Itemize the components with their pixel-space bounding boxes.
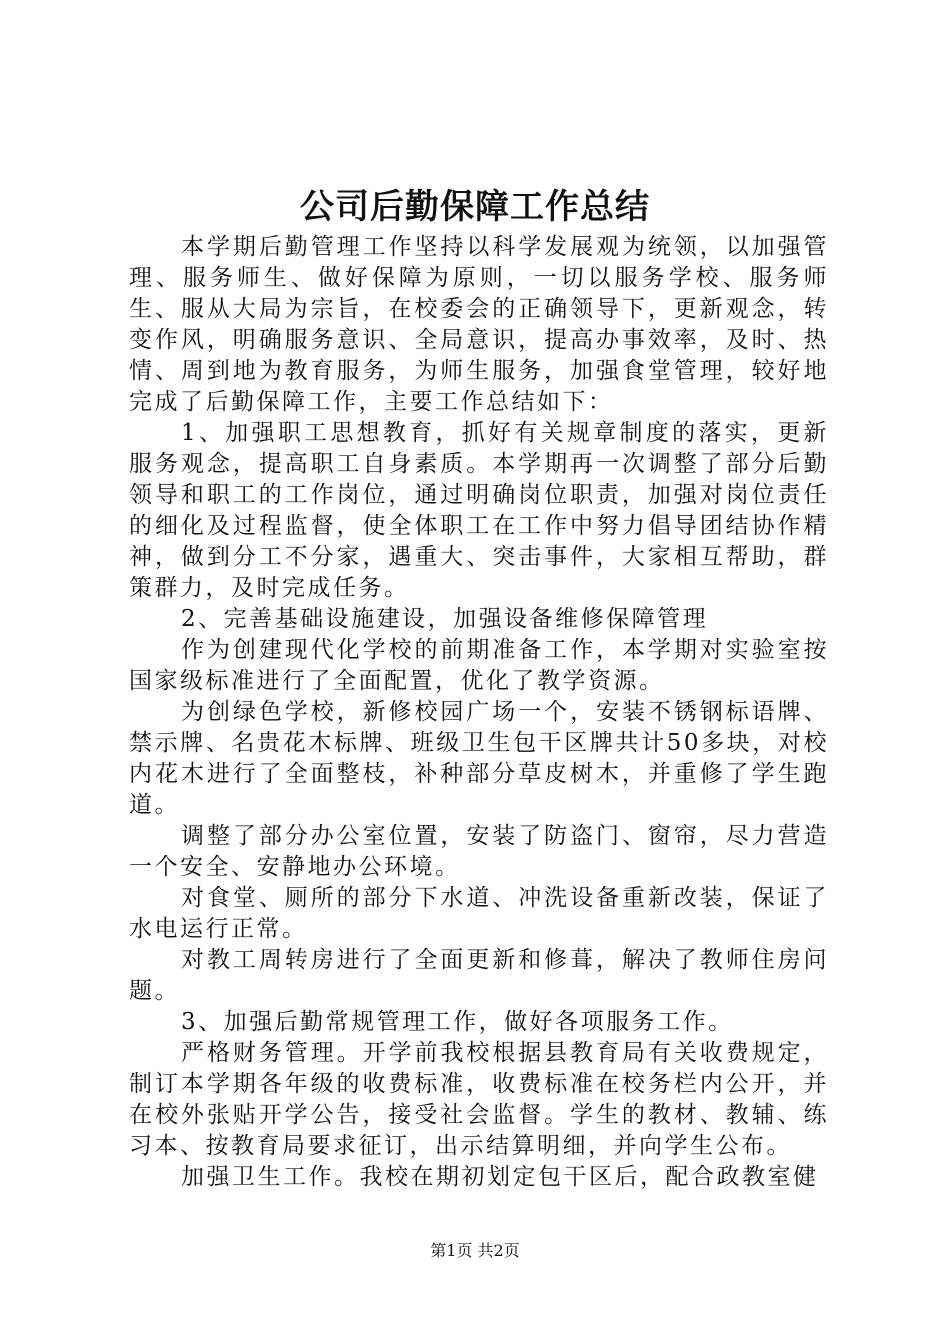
paragraph: 加强卫生工作。我校在期初划定包干区后，配合政教室健 (181, 1164, 819, 1190)
paragraph: 本学期后勤管理工作坚持以科学发展观为统领，以加强管理、服务师生、做好保障为原则，一切以服务学校、服务师生、服从大局为宗旨，在校委会的正确领导下，更新观念，转变作风，明确服务意识、全局意识，提高办事效率，及时、热情、周到地为教育服务，为师生服务，加强食堂管理，较好地完成了后勤保障工作，主要工作总结如下： (129, 234, 829, 415)
paragraph: 3、加强后勤常规管理工作，做好各项服务工作。 (181, 1009, 734, 1035)
paragraph: 严格财务管理。开学前我校根据县教育局有关收费规定，制订本学期各年级的收费标准，收费标准在校务栏内公开，并在校外张贴开学公告，接受社会监督。学生的教材、教辅、练习本、按教育局要求征订，出示结算明细，并向学生公布。 (129, 1040, 829, 1159)
paragraph: 调整了部分办公室位置，安装了防盗门、窗帘，尽力营造一个安全、安静地办公环境。 (129, 823, 829, 880)
document-title: 公司后勤保障工作总结 (300, 187, 650, 227)
paragraph: 作为创建现代化学校的前期准备工作，本学期对实验室按国家级标准进行了全面配置，优化了教学资源。 (129, 637, 829, 694)
paragraph: 对教工周转房进行了全面更新和修葺，解决了教师住房问题。 (129, 947, 829, 1004)
page-number-footer: 第1页 共2页 (430, 1241, 520, 1260)
paragraph: 1、加强职工思想教育，抓好有关规章制度的落实，更新服务观念，提高职工自身素质。本学期再一次调整了部分后勤领导和职工的工作岗位，通过明确岗位职责，加强对岗位责任的细化及过程监督，使全体职工在工作中努力倡导团结协作精神，做到分工不分家，遇重大、突击事件，大家相互帮助，群策群力，及时完成任务。 (129, 420, 829, 601)
document-body (129, 232, 829, 1193)
paragraph: 为创绿色学校，新修校园广场一个，安装不锈钢标语牌、禁示牌、名贵花木标牌、班级卫生包干区牌共计50多块，对校内花木进行了全面整枝，补种部分草皮树木，并重修了学生跑道。 (129, 699, 829, 818)
paragraph: 对食堂、厕所的部分下水道、冲洗设备重新改装，保证了水电运行正常。 (129, 885, 829, 942)
paragraph: 2、完善基础设施建设，加强设备维修保障管理 (181, 606, 709, 632)
